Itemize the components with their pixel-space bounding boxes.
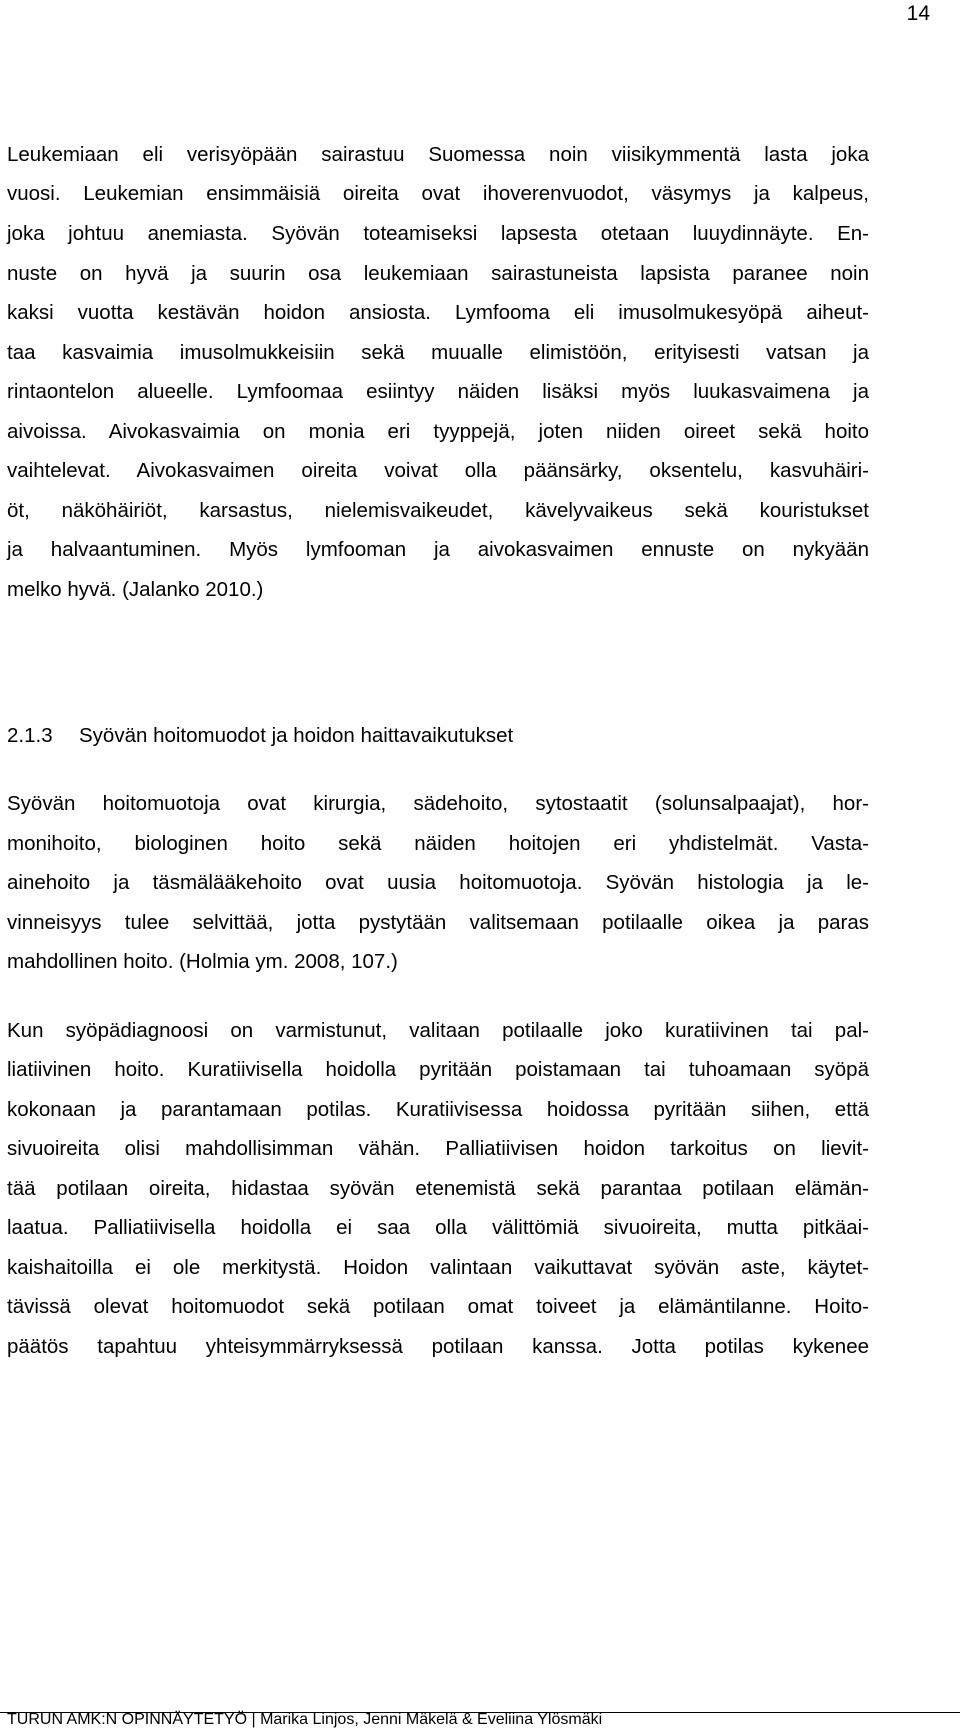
text-line: tävissä olevat hoitomuodot sekä potilaan omat toiveet ja elämäntilanne. Hoito- xyxy=(7,1295,869,1318)
page-number: 14 xyxy=(906,2,930,25)
text-line: aivoissa. Aivokasvaimia on monia eri tyyppejä, joten niiden oireet sekä hoito xyxy=(7,420,869,443)
text-line: laatua. Palliatiivisella hoidolla ei saa olla välittömiä sivuoireita, mutta pitkäai- xyxy=(7,1216,869,1239)
text-line: mahdollinen hoito. (Holmia ym. 2008, 107.) xyxy=(7,950,398,973)
text-line: öt, näköhäiriöt, karsastus, nielemisvaikeudet, kävelyvaikeus sekä kouristukset xyxy=(7,499,869,522)
text-line: monihoito, biologinen hoito sekä näiden hoitojen eri yhdistelmät. Vasta- xyxy=(7,832,869,855)
text-line: tää potilaan oireita, hidastaa syövän etenemistä sekä parantaa potilaan elämän- xyxy=(7,1177,869,1200)
text-line: joka johtuu anemiasta. Syövän toteamiseksi lapsesta otetaan luuydinnäyte. En- xyxy=(7,222,869,245)
text-line: rintaontelon alueelle. Lymfoomaa esiintyy näiden lisäksi myös luukasvaimena ja xyxy=(7,380,869,403)
text-line: liatiivinen hoito. Kuratiivisella hoidolla pyritään poistamaan tai tuhoamaan syöpä xyxy=(7,1058,869,1081)
text-line: vinneisyys tulee selvittää, jotta pystytään valitsemaan potilaalle oikea ja paras xyxy=(7,911,869,934)
text-line: ja halvaantuminen. Myös lymfooman ja aivokasvaimen ennuste on nykyään xyxy=(7,538,869,561)
text-line: sivuoireita olisi mahdollisimman vähän. Palliatiivisen hoidon tarkoitus on lievit- xyxy=(7,1137,869,1160)
text-line: vaihtelevat. Aivokasvaimen oireita voivat olla päänsärky, oksentelu, kasvuhäiri- xyxy=(7,459,869,482)
text-line: kaksi vuotta kestävän hoidon ansiosta. Lymfooma eli imusolmukesyöpä aiheut- xyxy=(7,301,869,324)
text-line: ainehoito ja täsmälääkehoito ovat uusia hoitomuotoja. Syövän histologia ja le- xyxy=(7,871,869,894)
section-heading xyxy=(7,724,513,748)
text-line: päätös tapahtuu yhteisymmärryksessä potilaan kanssa. Jotta potilas kykenee xyxy=(7,1335,869,1358)
text-line: nuste on hyvä ja suurin osa leukemiaan sairastuneista lapsista paranee noin xyxy=(7,262,869,285)
text-line: kaishaitoilla ei ole merkitystä. Hoidon valintaan vaikuttavat syövän aste, käytet- xyxy=(7,1256,869,1279)
text-line: melko hyvä. (Jalanko 2010.) xyxy=(7,578,264,601)
text-line: Kun syöpädiagnoosi on varmistunut, valitaan potilaalle joko kuratiivinen tai pal- xyxy=(7,1019,869,1042)
text-line: Leukemiaan eli verisyöpään sairastuu Suomessa noin viisikymmentä lasta joka xyxy=(7,143,869,166)
section-number: 2.1.3 xyxy=(7,724,53,747)
text-line: kokonaan ja parantamaan potilas. Kuratiivisessa hoidossa pyritään siihen, että xyxy=(7,1098,869,1121)
text-line: taa kasvaimia imusolmukkeisiin sekä muualle elimistöön, erityisesti vatsan ja xyxy=(7,341,869,364)
page-footer: TURUN AMK:N OPINNÄYTETYÖ | Marika Linjos, Jenni Mäkelä & Eveliina Ylösmäki xyxy=(7,1711,603,1728)
text-line: Syövän hoitomuotoja ovat kirurgia, sädehoito, sytostaatit (solunsalpaajat), hor- xyxy=(7,792,869,815)
section-title: Syövän hoitomuodot ja hoidon haittavaikutukset xyxy=(79,724,514,747)
text-line: vuosi. Leukemian ensimmäisiä oireita ovat ihoverenvuodot, väsymys ja kalpeus, xyxy=(7,182,869,205)
